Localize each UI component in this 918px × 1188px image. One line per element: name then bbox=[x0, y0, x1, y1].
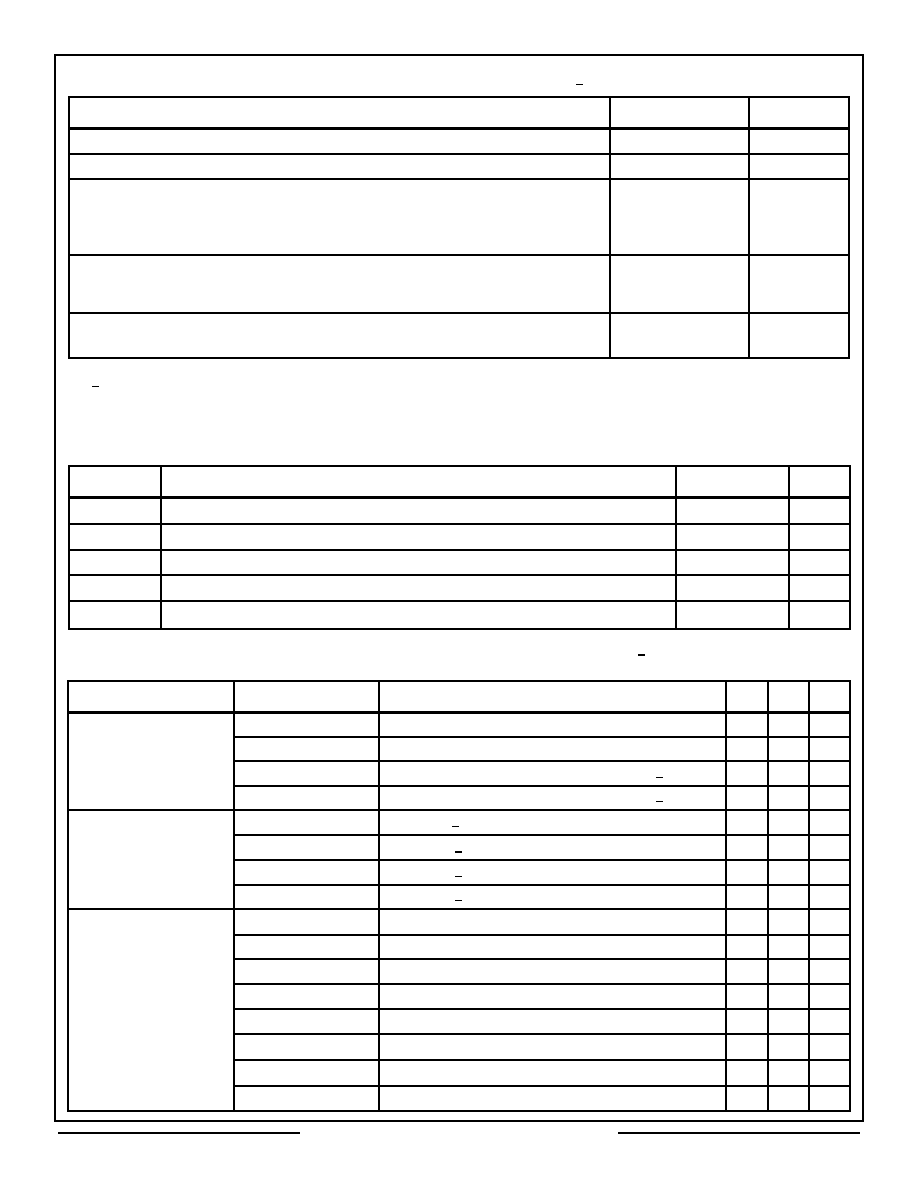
footer-rule-left bbox=[58, 1132, 300, 1134]
table-divider bbox=[675, 465, 677, 630]
cell-mark bbox=[452, 826, 459, 827]
table-row-rule bbox=[68, 312, 850, 314]
table-row-rule bbox=[233, 760, 851, 762]
table-row-rule bbox=[233, 785, 851, 787]
table-border bbox=[849, 680, 851, 1112]
table-border bbox=[68, 357, 850, 359]
table-row-rule bbox=[233, 736, 851, 738]
table-border bbox=[848, 96, 850, 359]
cell-mark bbox=[455, 876, 462, 877]
cell-mark bbox=[656, 801, 663, 802]
group-rule bbox=[67, 908, 851, 910]
table-row-rule bbox=[233, 934, 851, 936]
table-divider bbox=[788, 465, 790, 630]
note-mark bbox=[92, 386, 99, 387]
table-border bbox=[67, 1110, 851, 1112]
table-divider bbox=[378, 680, 380, 1112]
table-divider bbox=[748, 96, 750, 359]
table-row-rule bbox=[233, 958, 851, 960]
group-rule bbox=[67, 809, 851, 811]
table-header-rule bbox=[68, 127, 850, 130]
cell-mark bbox=[455, 900, 462, 901]
caption-mark bbox=[638, 654, 645, 656]
table-row-rule bbox=[68, 178, 850, 180]
table-divider bbox=[767, 680, 769, 1112]
table-row-rule bbox=[233, 1008, 851, 1010]
table-row-rule bbox=[68, 153, 850, 155]
table-row-rule bbox=[68, 600, 851, 602]
table-border bbox=[68, 465, 851, 467]
table-border bbox=[849, 465, 851, 630]
table-row-rule bbox=[233, 1059, 851, 1061]
table-row-rule bbox=[233, 859, 851, 861]
table-divider bbox=[725, 680, 727, 1112]
table-row-rule bbox=[233, 1033, 851, 1035]
table-row-rule bbox=[233, 884, 851, 886]
cell-mark bbox=[656, 777, 663, 778]
table-header-rule bbox=[68, 496, 851, 499]
table-row-rule bbox=[233, 1085, 851, 1087]
table-row-rule bbox=[68, 523, 851, 525]
table-row-rule bbox=[233, 834, 851, 836]
table-border bbox=[68, 96, 850, 98]
table-header-rule bbox=[67, 711, 851, 714]
table-border bbox=[67, 680, 69, 1112]
table-row-rule bbox=[68, 549, 851, 551]
footer-rule-right bbox=[618, 1132, 860, 1134]
table-divider bbox=[160, 465, 162, 630]
cell-mark bbox=[455, 851, 462, 853]
table-border bbox=[68, 628, 851, 630]
table-row-rule bbox=[233, 983, 851, 985]
table-divider bbox=[233, 680, 235, 1112]
table-divider bbox=[609, 96, 611, 359]
table-border bbox=[67, 680, 851, 682]
page-frame bbox=[54, 54, 864, 1122]
table-row-rule bbox=[68, 254, 850, 256]
table-divider bbox=[808, 680, 810, 1112]
table-row-rule bbox=[68, 574, 851, 576]
table-border bbox=[68, 96, 70, 359]
table-border bbox=[68, 465, 70, 630]
caption-mark bbox=[576, 84, 583, 85]
